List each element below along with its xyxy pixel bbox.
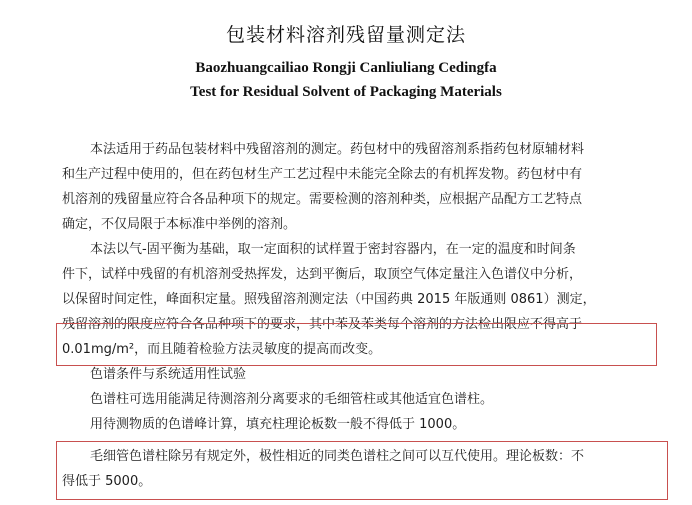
paragraph-line: 0.01mg/m²，而且随着检验方法灵敏度的提高而改变。 <box>62 342 382 357</box>
paragraph-line: 件下，试样中残留的有机溶剂受热挥发，达到平衡后，取顶空气体定量注入色谱仪中分析， <box>62 267 583 282</box>
paragraph-line: 确定，不仅局限于本标准中举例的溶剂。 <box>62 217 297 232</box>
paragraph-line: 机溶剂的残留量应符合各品种项下的规定。需要检测的溶剂种类，应根据产品配方工艺特点 <box>62 192 583 207</box>
paragraph-line: 和生产过程中使用的，但在药包材生产工艺过程中未能完全除去的有机挥发物。药包材中有 <box>62 167 583 182</box>
document-title-pinyin: Baozhuangcailiao Rongji Canliuliang Cedingfa <box>195 60 497 76</box>
paragraph-line: 残留溶剂的限度应符合各品种项下的要求，其中苯及苯类每个溶剂的方法检出限应不得高于 <box>62 317 583 332</box>
paragraph-line: 以保留时间定性，峰面积定量。照残留溶剂测定法（中国药典 2015 年版通则 0861）测定， <box>62 292 596 307</box>
document-title-english: Test for Residual Solvent of Packaging Materials <box>190 84 502 100</box>
section-heading: 色谱条件与系统适用性试验 <box>90 367 247 382</box>
paragraph-line: 用待测物质的色谱峰计算，填充柱理论板数一般不得低于 1000。 <box>90 417 466 432</box>
document-title-chinese: 包装材料溶剂残留量测定法 <box>225 24 466 46</box>
paragraph-line: 本法以气-固平衡为基础，取一定面积的试样置于密封容器内，在一定的温度和时间条 <box>90 242 576 257</box>
paragraph-line: 毛细管色谱柱除另有规定外，极性相近的同类色谱柱之间可以互代使用。理论板数：不 <box>90 449 585 464</box>
paragraph-line: 得低于 5000。 <box>62 474 152 489</box>
paragraph-line: 本法适用于药品包装材料中残留溶剂的测定。药包材中的残留溶剂系指药包材原辅材料 <box>90 142 585 157</box>
paragraph-line: 色谱柱可选用能满足待测溶剂分离要求的毛细管柱或其他适宜色谱柱。 <box>90 392 494 407</box>
